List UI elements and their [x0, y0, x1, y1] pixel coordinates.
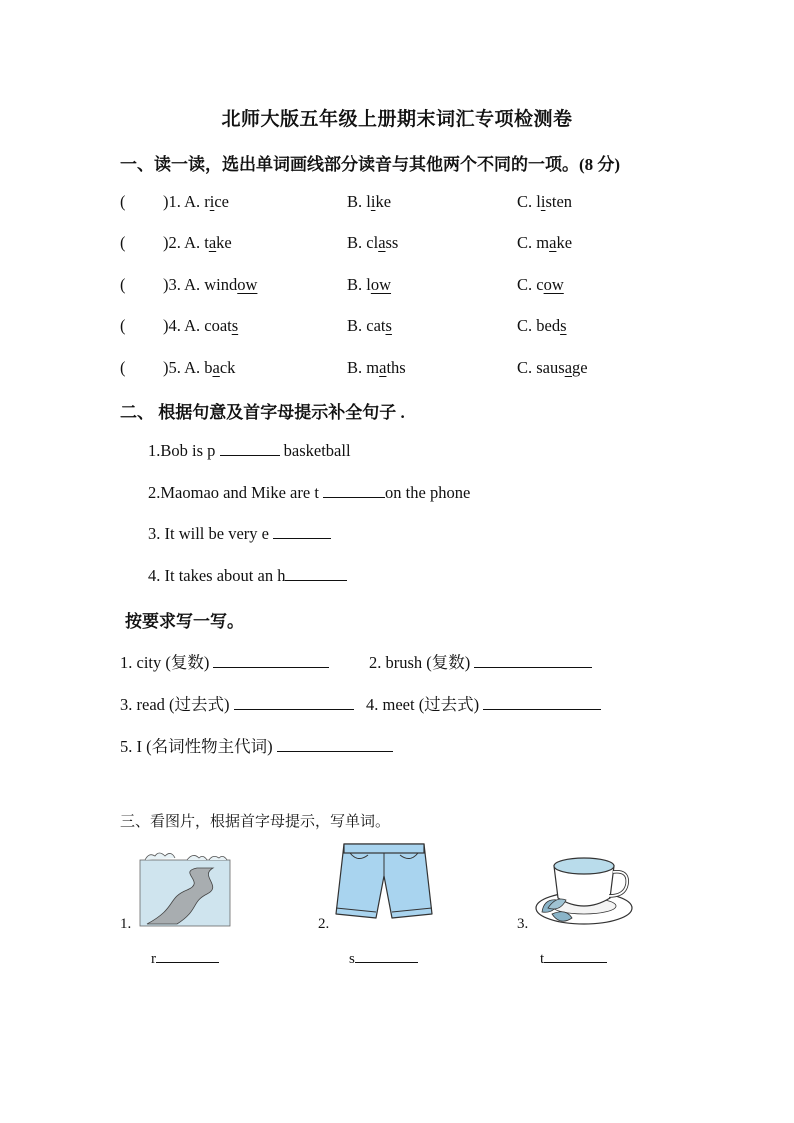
underlined-part: s [560, 316, 567, 335]
write-item-3-label: 3. read (过去式) [120, 695, 234, 714]
word-part: ke [556, 233, 573, 252]
answer-paren[interactable]: ( [120, 316, 126, 335]
page-title: 北师大版五年级上册期末词汇专项检测卷 [221, 109, 573, 130]
write-item-4 [366, 691, 601, 715]
question-2-option-b [347, 233, 398, 253]
answer-paren[interactable]: ( [120, 358, 126, 377]
word-part: t [204, 233, 209, 252]
picture-3-number: 3. [517, 916, 529, 932]
word-part: wind [204, 275, 238, 294]
option-label: C. [517, 192, 537, 211]
fill-item-2-post: on the phone [385, 483, 471, 502]
word-part: ke [216, 233, 232, 252]
question-5-option-a [163, 358, 235, 378]
word-part: ss [385, 233, 399, 252]
picture-2-letter: s [349, 951, 355, 967]
question-5-option-c [517, 358, 588, 378]
underlined-part: a [212, 358, 220, 377]
word-part: cat [366, 316, 386, 335]
answer-blank[interactable] [323, 483, 385, 498]
answer-paren[interactable]: ( [120, 192, 126, 211]
word-part: l [366, 192, 371, 211]
question-2-option-c [517, 233, 572, 253]
question-number: )5. A. [163, 358, 205, 377]
answer-blank[interactable] [474, 653, 592, 668]
option-label: B. [347, 275, 367, 294]
fill-item-4-pre: 4. It takes about an h [148, 566, 286, 585]
question-1-option-c [517, 192, 572, 212]
write-item-5-label: 5. I (名词性物主代词) [120, 737, 277, 756]
underlined-part: s [231, 316, 239, 335]
answer-blank[interactable] [220, 441, 280, 456]
section2-heading: 二、 根据句意及首字母提示补全句子 . [120, 403, 405, 422]
write-item-3 [120, 691, 354, 715]
underlined-part: a [379, 358, 387, 377]
question-number: )3. A. [163, 275, 205, 294]
answer-paren[interactable]: ( [120, 275, 126, 294]
picture-1-answer [151, 948, 219, 968]
picture-2-number: 2. [318, 916, 330, 932]
underlined-part: a [378, 233, 386, 252]
underlined-part: ow [370, 275, 392, 294]
question-1-option-b [347, 192, 391, 212]
underlined-part: i [209, 192, 215, 211]
option-label: B. [347, 233, 367, 252]
answer-paren[interactable]: ( [120, 233, 126, 252]
option-label: C. [517, 358, 537, 377]
write-item-1-label: 1. city (复数) [120, 653, 214, 672]
write-item-5 [120, 733, 393, 757]
word-part: m [536, 233, 550, 252]
word-part: l [536, 192, 541, 211]
write-item-4-label: 4. meet (过去式) [366, 695, 484, 714]
underlined-part: a [549, 233, 557, 252]
question-2-option-a [163, 233, 232, 253]
question-4-paren [120, 316, 126, 336]
underlined-part: i [370, 192, 376, 211]
question-4-option-c [517, 316, 567, 336]
word-part: ge [572, 358, 588, 377]
answer-blank[interactable] [273, 524, 331, 539]
word-part: ke [375, 192, 392, 211]
picture-3-answer [540, 948, 607, 968]
fill-item-3 [148, 524, 331, 544]
answer-blank[interactable] [355, 948, 418, 963]
write-heading: 按要求写一写。 [125, 612, 244, 631]
section3-heading: 三、看图片，根据首字母提示，写单词。 [120, 814, 391, 830]
question-3-paren [120, 275, 126, 295]
answer-blank[interactable] [213, 653, 329, 668]
fill-item-3-pre: 3. It will be very e [148, 524, 274, 543]
question-number: )1. A. [163, 192, 205, 211]
answer-blank[interactable] [483, 695, 601, 710]
question-5-paren [120, 358, 126, 378]
shorts-icon [334, 840, 434, 924]
word-part: coat [204, 316, 232, 335]
fill-item-4 [148, 566, 347, 586]
word-part: ck [219, 358, 236, 377]
write-item-2-label: 2. brush (复数) [369, 653, 475, 672]
word-part: bed [536, 316, 561, 335]
option-label: B. [347, 358, 367, 377]
fill-item-1-post: basketball [279, 441, 351, 460]
question-number: )2. A. [163, 233, 205, 252]
underlined-part: a [564, 358, 573, 377]
answer-blank[interactable] [544, 948, 607, 963]
underlined-part: ow [237, 275, 258, 294]
option-label: C. [517, 316, 537, 335]
write-item-2 [369, 649, 592, 673]
question-3-option-c [517, 275, 564, 295]
answer-blank[interactable] [156, 948, 219, 963]
underlined-part: s [385, 316, 392, 335]
question-1-option-a [163, 192, 229, 212]
word-part: c [536, 275, 544, 294]
picture-3-letter: t [540, 951, 545, 967]
question-3-option-b [347, 275, 391, 295]
question-2-paren [120, 233, 126, 253]
word-part: ths [386, 358, 406, 377]
question-3-option-a [163, 275, 257, 295]
question-4-option-b [347, 316, 392, 336]
word-part: m [366, 358, 380, 377]
tea-icon [532, 850, 636, 930]
answer-blank[interactable] [234, 695, 354, 710]
question-4-option-a [163, 316, 238, 336]
picture-2-answer [349, 948, 418, 968]
answer-blank[interactable] [285, 566, 347, 581]
word-part: cl [366, 233, 379, 252]
answer-blank[interactable] [277, 737, 393, 752]
word-part: saus [536, 358, 565, 377]
write-item-1 [120, 649, 329, 673]
fill-item-2 [148, 483, 470, 503]
word-part: r [204, 192, 210, 211]
underlined-part: ow [543, 275, 564, 294]
question-5-option-b [347, 358, 406, 378]
option-label: C. [517, 275, 537, 294]
option-label: C. [517, 233, 537, 252]
option-label: B. [347, 316, 367, 335]
fill-item-2-pre: 2.Maomao and Mike are t [148, 483, 324, 502]
word-part: sten [545, 192, 573, 211]
word-part: b [204, 358, 213, 377]
question-1-paren [120, 192, 126, 212]
section1-heading: 一、读一读，选出单词画线部分读音与其他两个不同的一项。(8 分) [120, 155, 621, 174]
option-label: B. [347, 192, 367, 211]
underlined-part: i [540, 192, 546, 211]
fill-item-1-pre: 1.Bob is p [148, 441, 220, 460]
river-icon [137, 846, 233, 928]
question-number: )4. A. [163, 316, 205, 335]
word-part: l [366, 275, 371, 294]
word-part: ce [214, 192, 229, 211]
picture-1-letter: r [151, 951, 156, 967]
underlined-part: a [208, 233, 217, 252]
fill-item-1 [148, 441, 351, 461]
picture-1-number: 1. [120, 916, 132, 932]
